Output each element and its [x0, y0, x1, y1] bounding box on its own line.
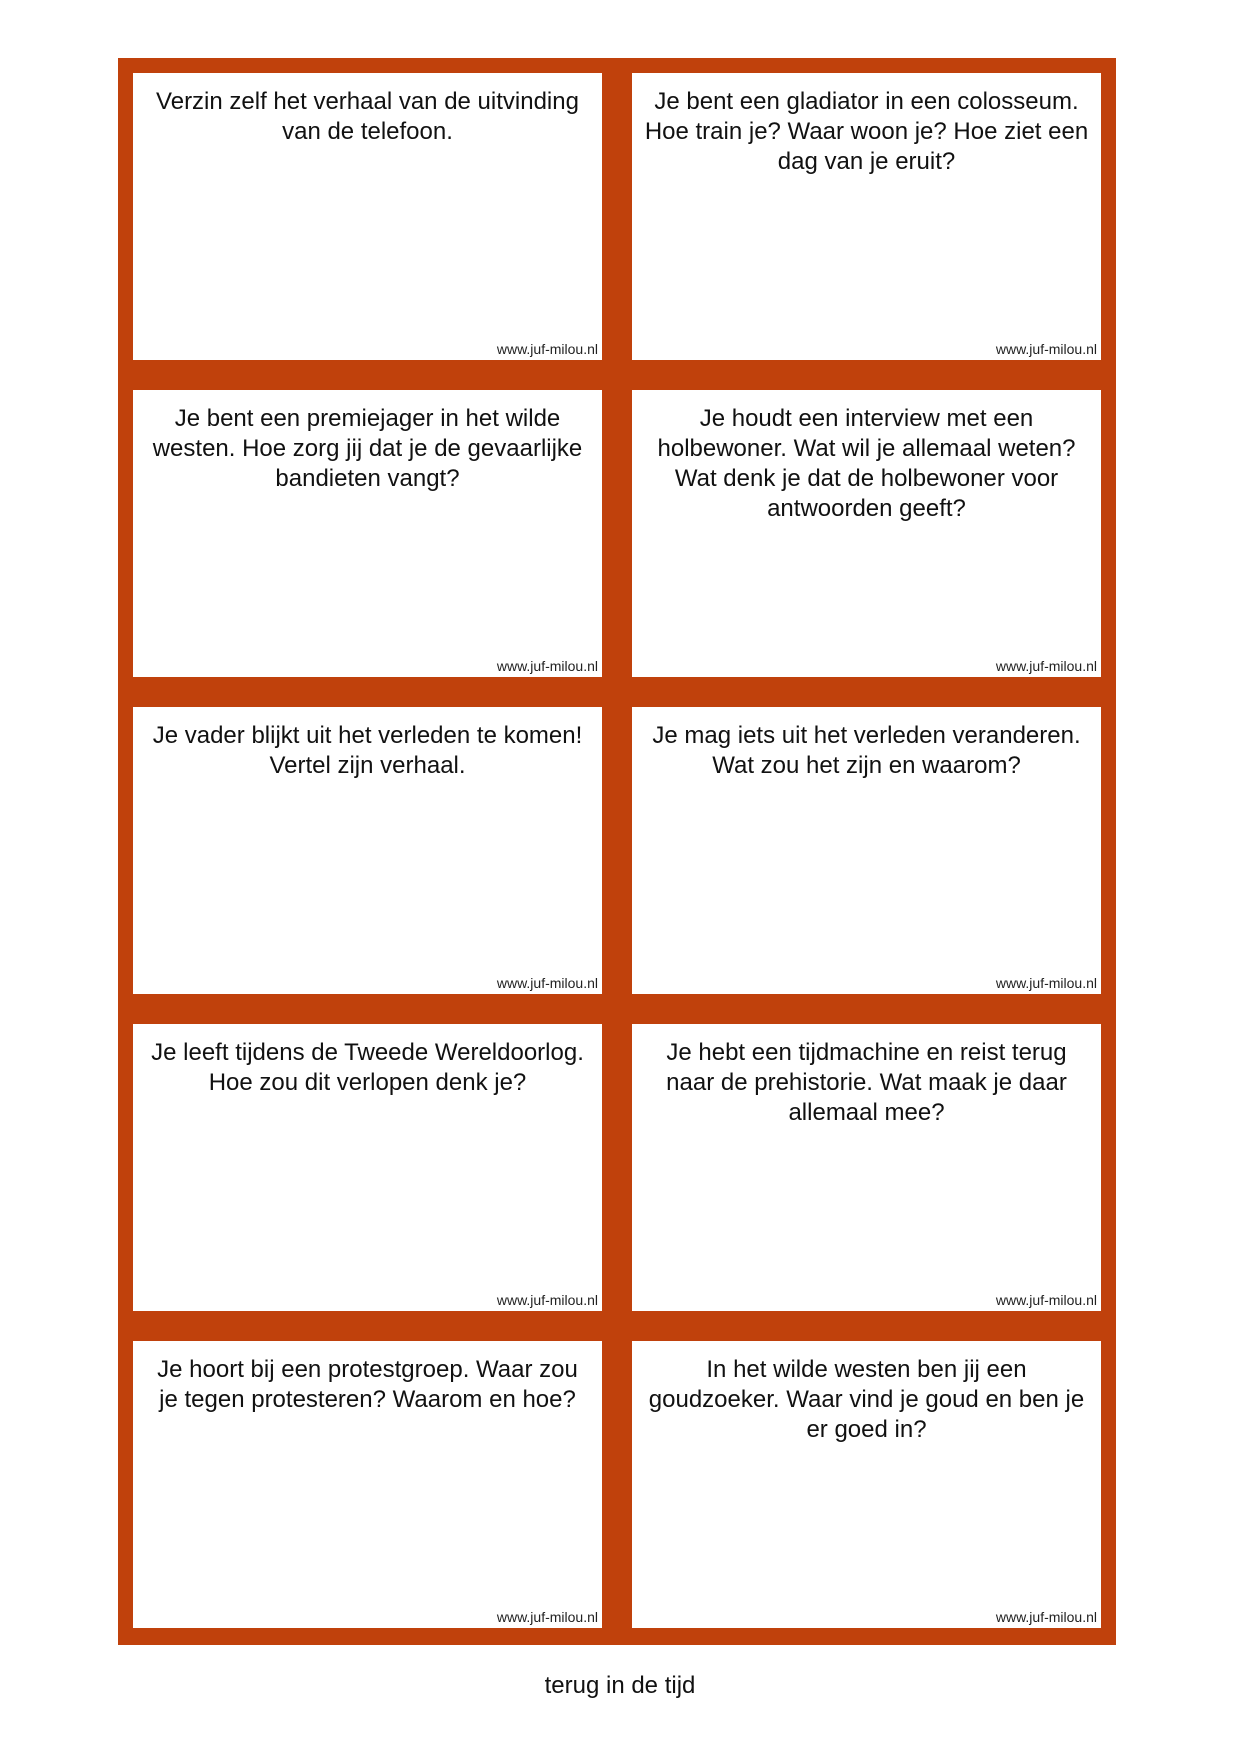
card-prompt: Je bent een gladiator in een colosseum. Hoe train je? Waar woon je? Hoe ziet een dag van je eruit?: [644, 88, 1089, 175]
card-prompt: Je leeft tijdens de Tweede Wereldoorlog. Hoe zou dit verlopen denk je?: [151, 1039, 584, 1096]
card-body: [133, 1341, 602, 1628]
card-website: www.juf-milou.nl: [496, 1292, 598, 1308]
card-website: www.juf-milou.nl: [995, 658, 1097, 674]
card-prompt: Je bent een premiejager in het wilde westen. Hoe zorg jij dat je de gevaarlijke bandieten vangt?: [152, 405, 583, 492]
page-footer-title: terug in de tijd: [544, 1672, 696, 1699]
card: [118, 692, 617, 1009]
card-prompt: In het wilde westen ben jij een goudzoeker. Waar vind je goud en ben je er goed in?: [648, 1356, 1085, 1443]
card: [118, 1009, 617, 1326]
card-website: www.juf-milou.nl: [496, 658, 598, 674]
card-body: [133, 390, 602, 677]
card-website: www.juf-milou.nl: [496, 1609, 598, 1625]
card-website: www.juf-milou.nl: [496, 341, 598, 357]
card-body: [632, 1341, 1101, 1628]
card-website: www.juf-milou.nl: [995, 975, 1097, 991]
card: [118, 1326, 617, 1643]
card-body: [632, 390, 1101, 677]
card-prompt: Je mag iets uit het verleden veranderen. Wat zou het zijn en waarom?: [652, 722, 1081, 779]
card: [617, 375, 1116, 692]
card: [118, 58, 617, 375]
card-body: [632, 1024, 1101, 1311]
card-body: [133, 1024, 602, 1311]
card-sheet: [118, 58, 1116, 1645]
card-body: [632, 707, 1101, 994]
card: [617, 692, 1116, 1009]
card: [617, 1326, 1116, 1643]
card-prompt: Je vader blijkt uit het verleden te komen! Vertel zijn verhaal.: [152, 722, 583, 779]
card-body: [632, 73, 1101, 360]
card-website: www.juf-milou.nl: [496, 975, 598, 991]
card-prompt: Je houdt een interview met een holbewoner. Wat wil je allemaal weten? Wat denk je dat de holbewoner voor antwoorden geeft?: [657, 405, 1076, 522]
card: [617, 1009, 1116, 1326]
card-body: [133, 707, 602, 994]
card: [118, 375, 617, 692]
card-prompt: Verzin zelf het verhaal van de uitvinding van de telefoon.: [156, 88, 579, 145]
card-website: www.juf-milou.nl: [995, 1609, 1097, 1625]
card-body: [133, 73, 602, 360]
card-website: www.juf-milou.nl: [995, 1292, 1097, 1308]
card: [617, 58, 1116, 375]
card-website: www.juf-milou.nl: [995, 341, 1097, 357]
card-prompt: Je hoort bij een protestgroep. Waar zou je tegen protesteren? Waarom en hoe?: [157, 1356, 578, 1413]
card-prompt: Je hebt een tijdmachine en reist terug naar de prehistorie. Wat maak je daar allemaal mee?: [666, 1039, 1067, 1126]
